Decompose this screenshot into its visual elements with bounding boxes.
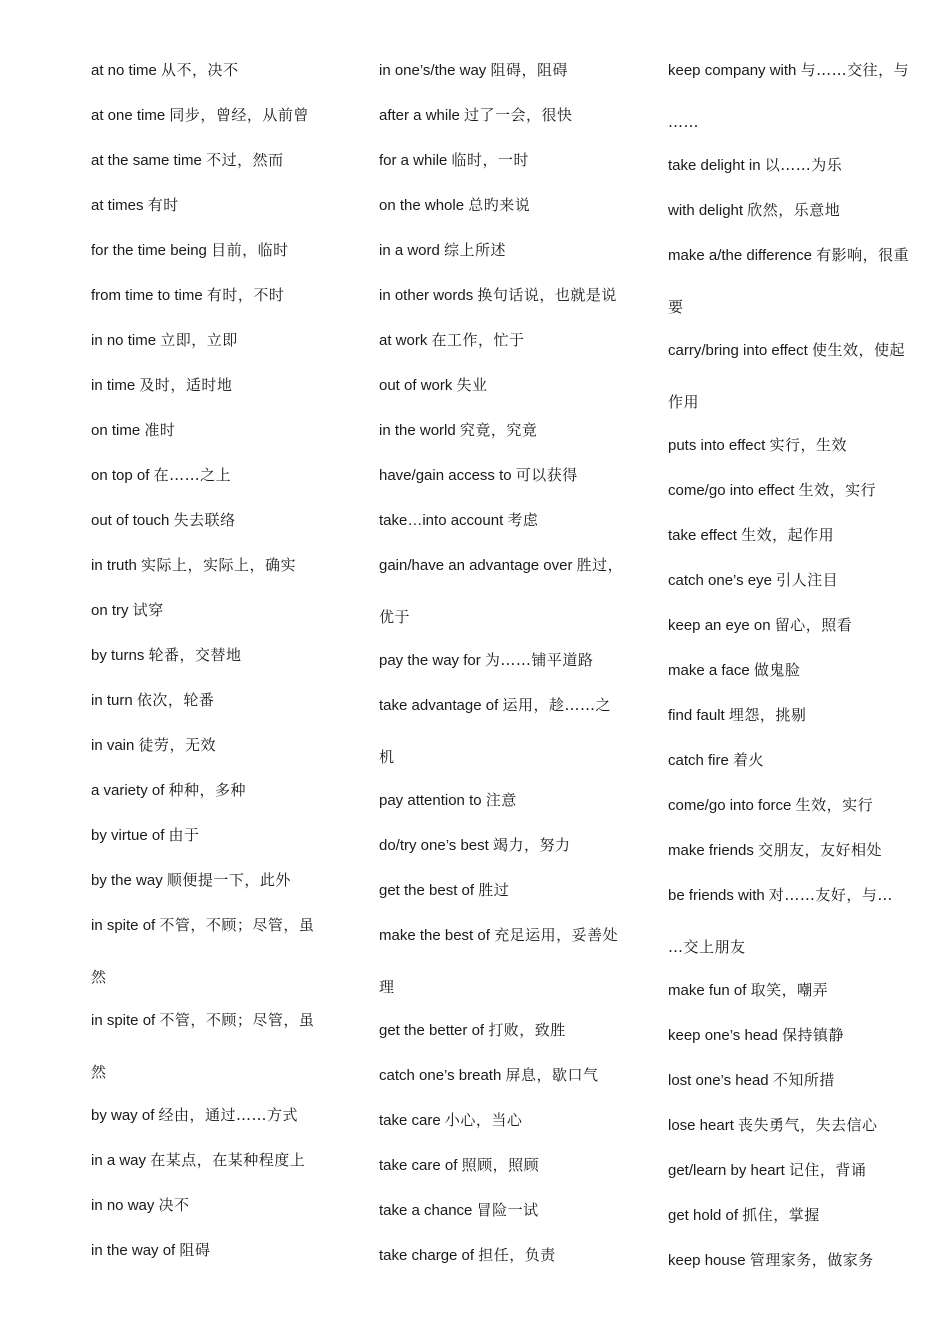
phrase-english: gain/have an advantage over [379, 557, 573, 574]
phrase-english: at times [91, 197, 144, 214]
phrase-line [379, 420, 537, 440]
phrase-line [379, 510, 538, 530]
phrase-line [91, 60, 239, 80]
phrase-chinese: 种种，多种 [168, 781, 247, 799]
phrase-english: take a chance [379, 1202, 473, 1219]
phrase-line [668, 795, 873, 815]
phrase-english: get the best of [379, 882, 475, 899]
phrase-chinese: 优于 [379, 608, 411, 626]
phrase-english: get hold of [668, 1207, 739, 1224]
phrase-chinese: 试穿 [132, 601, 164, 619]
phrase-line [668, 200, 840, 220]
phrase-line [668, 1025, 844, 1045]
phrase-line [379, 747, 395, 767]
phrase-line [379, 60, 568, 80]
phrase-english: keep company with [668, 62, 797, 79]
phrase-line [379, 465, 578, 485]
phrase-line [668, 435, 847, 455]
phrase-line [668, 750, 764, 770]
phrase-english: on try [91, 602, 129, 619]
phrase-chinese: 过了一会，很快 [464, 106, 573, 124]
phrase-line [379, 607, 410, 627]
phrase-chinese: 在某点，在某种程度上 [150, 1151, 306, 1169]
phrase-english: puts into effect [668, 437, 766, 454]
phrase-english: at work [379, 332, 428, 349]
phrase-chinese: 轮番，交替地 [148, 646, 242, 664]
phrase-line [91, 510, 236, 530]
phrase-english: at no time [91, 62, 157, 79]
phrase-line [668, 112, 699, 132]
phrase-chinese: 立即，立即 [160, 331, 238, 349]
phrase-line [668, 1250, 874, 1270]
phrase-line [668, 1160, 866, 1180]
phrase-english: in no time [91, 332, 157, 349]
phrase-chinese: 然 [91, 1063, 107, 1081]
phrase-line [668, 885, 893, 905]
phrase-english: by the way [91, 872, 163, 889]
phrase-english: with delight [668, 202, 744, 219]
phrase-chinese: 要 [668, 298, 684, 316]
phrase-chinese: 有影响，很重 [816, 246, 910, 264]
phrase-english: on time [91, 422, 141, 439]
phrase-english: for a while [379, 152, 448, 169]
phrase-line [379, 150, 529, 170]
phrase-line [379, 977, 395, 997]
phrase-line [379, 195, 530, 215]
phrase-chinese: 阻碍 [179, 1241, 211, 1259]
phrase-line [379, 555, 623, 575]
phrase-english: keep house [668, 1252, 746, 1269]
phrase-english: in no way [91, 1197, 155, 1214]
phrase-chinese: 由于 [168, 826, 200, 844]
phrase-english: catch one’s eye [668, 572, 772, 589]
phrase-english: in the way of [91, 1242, 176, 1259]
phrase-english: take charge of [379, 1247, 475, 1264]
phrase-english: do/try one’s best [379, 837, 489, 854]
phrase-line [668, 340, 905, 360]
phrase-line [668, 1205, 820, 1225]
phrase-chinese: 有时 [147, 196, 179, 214]
phrase-chinese: 竭力，努力 [492, 836, 571, 854]
phrase-line [379, 790, 517, 810]
phrase-line [91, 420, 175, 440]
phrase-line [379, 105, 573, 125]
phrase-line [668, 155, 842, 175]
phrase-english: find fault [668, 707, 725, 724]
phrase-english: in spite of [91, 917, 156, 934]
phrase-line [668, 1070, 835, 1090]
phrase-chinese: 在……之上 [153, 466, 232, 484]
phrase-line [668, 615, 852, 635]
phrase-chinese: 顺便提一下，此外 [166, 871, 291, 889]
phrase-chinese: …交上朋友 [668, 938, 746, 956]
phrase-line [668, 1115, 878, 1135]
phrase-english: make fun of [668, 982, 747, 999]
phrase-english: come/go into force [668, 797, 792, 814]
phrase-chinese: 冒险一试 [476, 1201, 539, 1219]
phrase-line [379, 1020, 566, 1040]
phrase-chinese: 徒劳，无效 [138, 736, 217, 754]
phrase-english: keep an eye on [668, 617, 771, 634]
phrase-chinese: 胜过 [478, 881, 510, 899]
phrase-line [668, 525, 834, 545]
phrase-line [91, 150, 284, 170]
phrase-english: by way of [91, 1107, 155, 1124]
phrase-english: in the world [379, 422, 456, 439]
phrase-chinese: 换句话说，也就是说 [477, 286, 617, 304]
phrase-line [668, 297, 684, 317]
phrase-chinese: 打败，致胜 [488, 1021, 566, 1039]
phrase-chinese: 运用，趁……之 [502, 696, 611, 714]
phrase-line [91, 1150, 305, 1170]
phrase-line [379, 925, 618, 945]
phrase-line [379, 1065, 599, 1085]
phrase-line [379, 240, 506, 260]
phrase-chinese: 留心，照看 [774, 616, 853, 634]
phrase-line [91, 1010, 314, 1030]
phrase-chinese: 作用 [668, 393, 700, 411]
phrase-chinese: 欣然，乐意地 [747, 201, 841, 219]
phrase-line [91, 195, 179, 215]
phrase-chinese: 交朋友，友好相处 [758, 841, 883, 859]
phrase-chinese: …… [668, 113, 699, 131]
phrase-line [379, 375, 488, 395]
phrase-chinese: 为……铺平道路 [484, 651, 594, 669]
phrase-english: in truth [91, 557, 137, 574]
phrase-chinese: 生效，实行 [795, 796, 874, 814]
phrase-english: take care [379, 1112, 441, 1129]
phrase-english: make a face [668, 662, 750, 679]
phrase-line [91, 645, 242, 665]
phrase-line [379, 1110, 522, 1130]
phrase-chinese: 理 [379, 978, 395, 996]
phrase-chinese: 准时 [144, 421, 176, 439]
phrase-english: in vain [91, 737, 135, 754]
phrase-line [379, 650, 593, 670]
phrase-line [668, 480, 876, 500]
phrase-chinese: 管理家务，做家务 [749, 1251, 874, 1269]
phrase-english: out of work [379, 377, 453, 394]
phrase-english: on top of [91, 467, 150, 484]
phrase-english: by virtue of [91, 827, 165, 844]
phrase-english: in a word [379, 242, 440, 259]
phrase-line [91, 1062, 107, 1082]
phrase-english: at one time [91, 107, 166, 124]
phrase-english: take effect [668, 527, 737, 544]
phrase-chinese: 失去联络 [173, 511, 236, 529]
phrase-chinese: 不管，不顾；尽管，虽 [159, 1011, 315, 1029]
phrase-english: have/gain access to [379, 467, 512, 484]
phrase-chinese: 经由，通过……方式 [158, 1106, 299, 1124]
phrase-chinese: 抓住，掌握 [742, 1206, 820, 1224]
phrase-english: make the best of [379, 927, 490, 944]
phrase-chinese: 综上所述 [444, 241, 507, 259]
phrase-chinese: 临时，一时 [451, 151, 530, 169]
phrase-chinese: 生效，实行 [798, 481, 877, 499]
phrase-line [379, 880, 509, 900]
phrase-line [91, 967, 107, 987]
phrase-chinese: 取笑，嘲弄 [750, 981, 829, 999]
phrase-line [668, 937, 746, 957]
phrase-chinese: 着火 [733, 751, 765, 769]
phrase-line [91, 105, 309, 125]
phrase-chinese: 同步，曾经，从前曾 [169, 106, 309, 124]
phrase-english: come/go into effect [668, 482, 795, 499]
phrase-chinese: 不管，不顾；尽管，虽 [159, 916, 315, 934]
phrase-chinese: 失业 [456, 376, 488, 394]
phrase-english: take delight in [668, 157, 761, 174]
phrase-line [91, 1195, 190, 1215]
phrase-chinese: 丧失勇气，失去信心 [738, 1116, 878, 1134]
phrase-english: from time to time [91, 287, 203, 304]
phrase-english: by turns [91, 647, 145, 664]
phrase-chinese: 保持镇静 [782, 1026, 845, 1044]
phrase-english: lose heart [668, 1117, 734, 1134]
phrase-chinese: 实行，生效 [769, 436, 847, 454]
phrase-chinese: 从不，决不 [161, 61, 239, 79]
phrase-line [91, 735, 216, 755]
phrase-chinese: 注意 [485, 791, 517, 809]
phrase-line [668, 840, 882, 860]
phrase-line [91, 1105, 298, 1125]
phrase-line [91, 285, 284, 305]
phrase-chinese: 埋怨，挑剔 [728, 706, 807, 724]
phrase-english: take care of [379, 1157, 458, 1174]
phrase-english: pay the way for [379, 652, 481, 669]
phrase-english: pay attention to [379, 792, 482, 809]
phrase-chinese: 记住，背诵 [788, 1161, 867, 1179]
phrase-chinese: 照顾，照顾 [461, 1156, 540, 1174]
phrase-english: take…into account [379, 512, 504, 529]
phrase-line [668, 392, 699, 412]
phrase-english: for the time being [91, 242, 207, 259]
phrase-chinese: 不过，然而 [206, 151, 284, 169]
phrase-chinese: 对……友好，与… [768, 886, 893, 904]
phrase-line [91, 1240, 210, 1260]
phrase-english: on the whole [379, 197, 465, 214]
phrase-english: in spite of [91, 1012, 156, 1029]
phrase-line [91, 825, 200, 845]
phrase-chinese: 在工作，忙于 [431, 331, 525, 349]
phrase-line [379, 1200, 539, 1220]
phrase-chinese: 有时，不时 [206, 286, 285, 304]
phrase-chinese: 充足运用，妥善处 [494, 926, 619, 944]
phrase-english: in a way [91, 1152, 147, 1169]
phrase-english: lost one’s head [668, 1072, 769, 1089]
phrase-line [379, 1245, 556, 1265]
phrase-chinese: 以……为乐 [764, 156, 843, 174]
phrase-english: make a/the difference [668, 247, 812, 264]
phrase-chinese: 不知所措 [772, 1071, 835, 1089]
phrase-line [668, 705, 806, 725]
phrase-chinese: 然 [91, 968, 107, 986]
phrase-chinese: 究竟，究竟 [459, 421, 538, 439]
phrase-chinese: 做鬼脸 [753, 661, 801, 679]
phrase-line [668, 60, 909, 80]
phrase-chinese: 决不 [158, 1196, 190, 1214]
phrase-line [91, 555, 296, 575]
phrase-chinese: 机 [379, 748, 395, 766]
phrase-line [91, 780, 246, 800]
phrase-english: keep one’s head [668, 1027, 778, 1044]
phrase-line [91, 690, 214, 710]
phrase-line [91, 870, 291, 890]
phrase-english: in one’s/the way [379, 62, 487, 79]
phrase-line [91, 465, 231, 485]
phrase-chinese: 胜过， [576, 556, 624, 574]
phrase-english: in other words [379, 287, 474, 304]
phrase-english: in turn [91, 692, 133, 709]
phrase-chinese: 与……交往，与 [800, 61, 910, 79]
phrase-chinese: 目前，临时 [211, 241, 289, 259]
phrase-line [379, 695, 611, 715]
phrase-chinese: 考虑 [507, 511, 539, 529]
phrase-english: after a while [379, 107, 460, 124]
phrase-english: get/learn by heart [668, 1162, 785, 1179]
phrase-line [91, 375, 232, 395]
phrase-line [379, 285, 617, 305]
phrase-chinese: 生效，起作用 [741, 526, 835, 544]
phrase-english: catch fire [668, 752, 729, 769]
phrase-line [668, 980, 828, 1000]
phrase-line [379, 1155, 539, 1175]
phrase-english: out of touch [91, 512, 170, 529]
phrase-chinese: 小心，当心 [444, 1111, 523, 1129]
phrase-english: take advantage of [379, 697, 499, 714]
phrase-english: get the better of [379, 1022, 485, 1039]
phrase-english: carry/bring into effect [668, 342, 808, 359]
phrase-line [668, 660, 800, 680]
phrase-chinese: 屏息，歇口气 [505, 1066, 599, 1084]
phrase-english: be friends with [668, 887, 765, 904]
phrase-chinese: 实际上，实际上，确实 [141, 556, 297, 574]
phrase-chinese: 总旳来说 [468, 196, 531, 214]
phrase-chinese: 可以获得 [515, 466, 578, 484]
phrase-chinese: 依次，轮番 [136, 691, 215, 709]
phrase-english: at the same time [91, 152, 202, 169]
phrase-line [668, 570, 838, 590]
phrase-line [668, 245, 909, 265]
phrase-line [91, 330, 238, 350]
phrase-english: in time [91, 377, 136, 394]
phrase-chinese: 阻碍，阻碍 [490, 61, 568, 79]
phrase-english: catch one’s breath [379, 1067, 502, 1084]
phrase-line [91, 600, 164, 620]
phrase-line [379, 330, 525, 350]
phrase-line [91, 915, 314, 935]
phrase-english: make friends [668, 842, 754, 859]
phrase-chinese: 担任，负责 [478, 1246, 556, 1264]
phrase-chinese: 引人注目 [776, 571, 839, 589]
phrase-chinese: 及时，适时地 [139, 376, 233, 394]
phrase-english: a variety of [91, 782, 165, 799]
phrase-chinese: 使生效，使起 [811, 341, 905, 359]
phrase-line [379, 835, 570, 855]
phrase-line [91, 240, 289, 260]
